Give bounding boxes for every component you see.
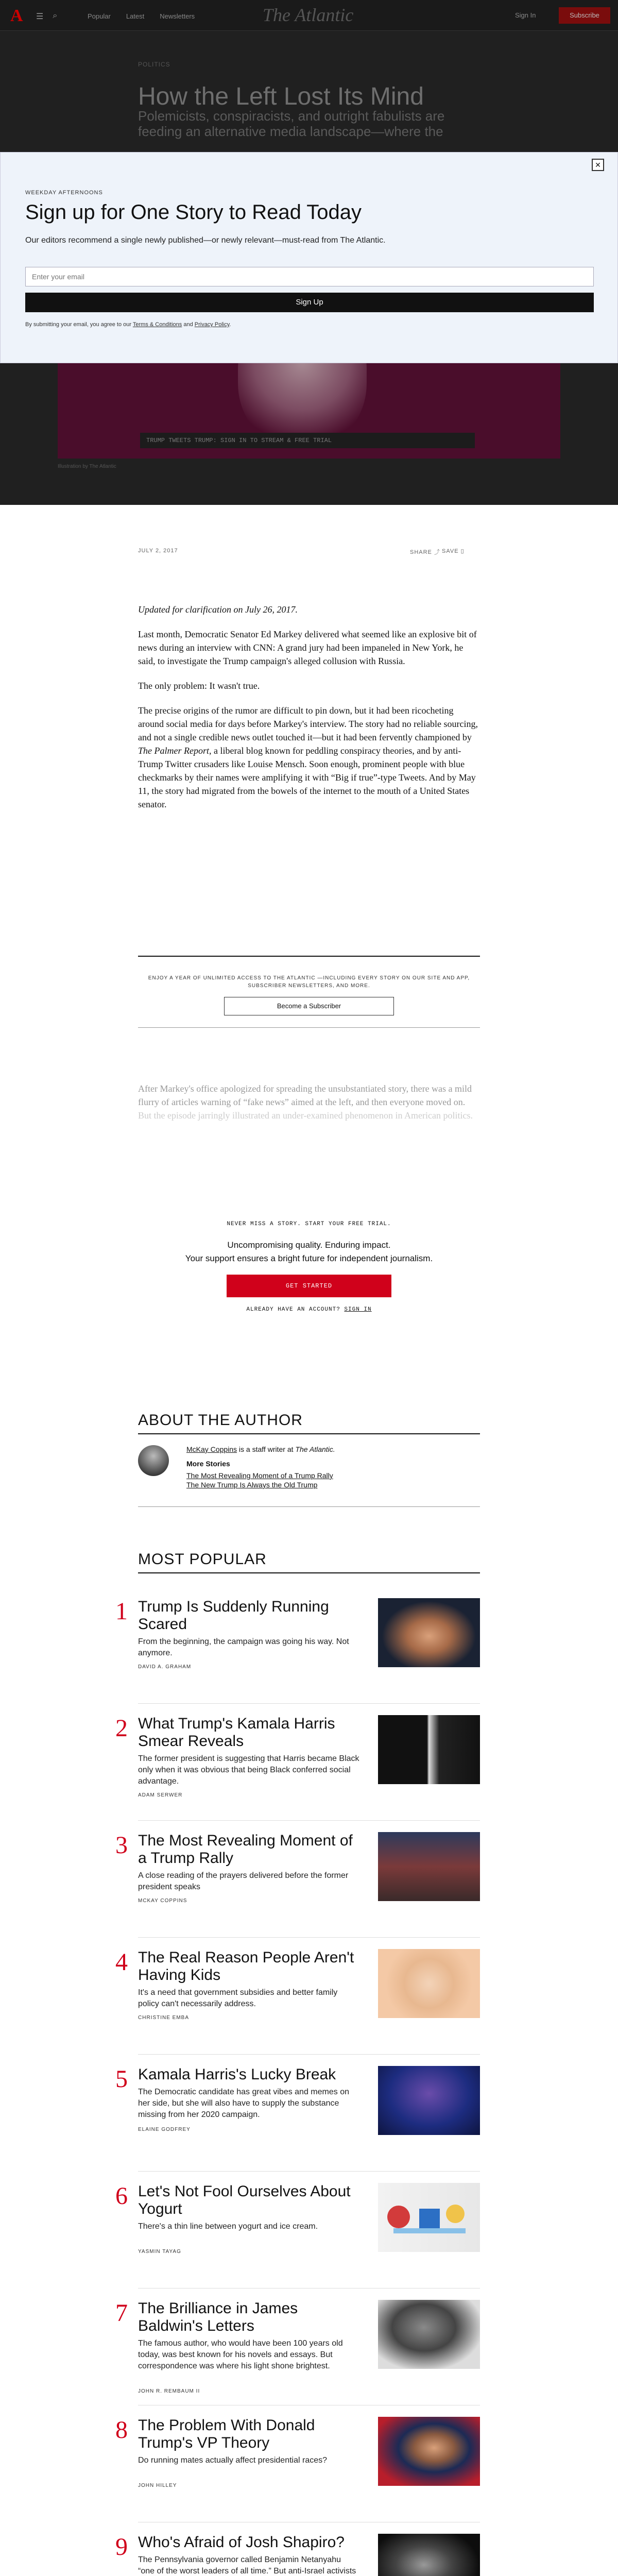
palmer-report: The Palmer Report <box>138 745 209 756</box>
newsletter-modal <box>0 152 618 363</box>
more-story-link[interactable]: The New Trump Is Always the Old Trump <box>186 1481 318 1489</box>
popular-author[interactable]: DAVID A. GRAHAM <box>138 1664 192 1670</box>
nav-link-newsletters[interactable]: Newsletters <box>160 12 195 20</box>
share-label: SHARE <box>410 549 432 555</box>
nav-links <box>88 12 195 20</box>
save-label: SAVE <box>442 548 459 554</box>
popular-dek: The Pennsylvania governor called Benjamin Netanyahu “one of the worst leaders of all time.” But anti-Israel activists <box>138 2555 356 2575</box>
more-stories-list <box>186 1471 333 1489</box>
save-button[interactable] <box>442 548 465 554</box>
popular-rank: 8 <box>115 2416 128 2444</box>
popular-dek: It's a need that government subsidies and better family policy can't necessarily address. <box>138 1988 338 2008</box>
popular-item[interactable] <box>115 1587 480 1704</box>
modal-eyebrow: WEEKDAY AFTERNOONS <box>25 190 103 196</box>
popular-dek: The Democratic candidate has great vibes and memes on her side, but she will also have to supply the substance missing from her 2020 campaign. <box>138 2088 349 2119</box>
popular-author[interactable]: MCKAY COPPINS <box>138 1898 187 1904</box>
popular-thumbnail[interactable] <box>378 2066 480 2135</box>
popular-title[interactable]: What Trump's Kamala Harris Smear Reveals <box>138 1715 335 1750</box>
faded-text-1: After Markey's office apologized for spreading the unsubstantiated story, there was a mild flurry of articles warning of “fake news” aimed at the left, and then everyone moved on. <box>138 1083 472 1107</box>
author-bio-text: is a staff writer at <box>237 1445 296 1453</box>
paragraph-3 <box>138 704 480 811</box>
popular-author[interactable]: ADAM SERWER <box>138 1792 183 1798</box>
nav-link-latest[interactable]: Latest <box>126 12 145 20</box>
popular-rank: 7 <box>115 2299 128 2327</box>
popular-item[interactable] <box>115 2289 480 2405</box>
popular-author[interactable]: JOHN R. REMBAUM II <box>138 2388 200 2394</box>
update-note: Updated for clarification on July 26, 2017. <box>138 604 298 615</box>
subscribe-promo <box>138 956 480 1028</box>
most-popular-list <box>115 1587 480 2576</box>
modal-legal-and: and <box>182 321 195 328</box>
more-stories-label: More Stories <box>186 1460 230 1468</box>
more-story-link[interactable]: The Most Revealing Moment of a Trump Rally <box>186 1471 333 1480</box>
modal-legal-text: By submitting your email, you agree to our <box>25 321 133 328</box>
article-body <box>138 603 480 822</box>
popular-item[interactable] <box>115 2405 480 2522</box>
modal-email-input[interactable] <box>25 267 594 286</box>
get-started-button[interactable]: GET STARTED <box>227 1275 391 1297</box>
popular-thumbnail[interactable] <box>378 2534 480 2576</box>
popular-item[interactable] <box>115 2172 480 2289</box>
already-text: ALREADY HAVE AN ACCOUNT? <box>246 1307 345 1313</box>
popular-title[interactable]: Kamala Harris's Lucky Break <box>138 2066 336 2083</box>
paywall-sign-in-link[interactable]: SIGN IN <box>344 1307 372 1313</box>
paywall-line-2: Your support ensures a bright future for independent journalism. <box>185 1253 433 1263</box>
faded-paragraph <box>138 1082 480 1122</box>
popular-dek: There's a thin line between yogurt and ice cream. <box>138 2222 318 2231</box>
popular-author[interactable]: CHRISTINE EMBA <box>138 2015 190 2021</box>
popular-rank: 2 <box>115 1715 128 1742</box>
illustration-credit: Illustration by The Atlantic <box>58 464 116 469</box>
paragraph-2: The only problem: It wasn't true. <box>138 681 260 691</box>
promo-text: ENJOY A YEAR OF UNLIMITED ACCESS TO THE ATLANTIC —INCLUDING EVERY STORY ON OUR SITE AND APP, SUBSCRIBER NEWSLETTERS, AND MORE. <box>148 975 470 989</box>
article-dek: Polemicists, conspiracists, and outright fabulists are feeding an alternative media landscape—where the <box>138 108 445 139</box>
popular-dek: Do running mates actually affect presidential races? <box>138 2456 328 2465</box>
popular-title[interactable]: Trump Is Suddenly Running Scared <box>138 1598 329 1633</box>
atlantic-logo[interactable]: A <box>10 6 23 25</box>
nav-icons <box>36 11 57 22</box>
popular-title[interactable]: The Brilliance in James Baldwin's Letters <box>138 2300 298 2334</box>
yogurt-illustration <box>378 2183 480 2252</box>
modal-legal-end: . <box>229 321 231 328</box>
modal-description: Our editors recommend a single newly published—or newly relevant—must-read from The Atlantic. <box>25 236 386 245</box>
popular-title[interactable]: Who's Afraid of Josh Shapiro? <box>138 2534 345 2551</box>
popular-author[interactable]: JOHN HILLEY <box>138 2483 177 2488</box>
nav-link-popular[interactable]: Popular <box>88 12 111 20</box>
popular-rank: 4 <box>115 1948 128 1976</box>
popular-dek: From the beginning, the campaign was going his way. Not anymore. <box>138 1637 349 1657</box>
popular-thumbnail[interactable] <box>378 1832 480 1901</box>
author-name-link[interactable]: McKay Coppins <box>186 1445 237 1453</box>
paywall-tagline <box>138 1239 480 1265</box>
popular-rank: 5 <box>115 2065 128 2093</box>
subscribe-button[interactable]: Subscribe <box>559 7 610 24</box>
terms-link[interactable]: Terms & Conditions <box>132 321 182 328</box>
popular-dek: The former president is suggesting that Harris became Black only when it was obvious that being Black conferred social advantage. <box>138 1754 359 1786</box>
popular-rank: 3 <box>115 1832 128 1859</box>
popular-title[interactable]: The Problem With Donald Trump's VP Theory <box>138 2417 315 2451</box>
most-popular-heading: MOST POPULAR <box>138 1551 480 1573</box>
menu-icon[interactable]: ☰ <box>36 12 44 21</box>
bookmark-icon: ▯ <box>460 548 465 554</box>
about-author-heading: ABOUT THE AUTHOR <box>138 1412 480 1434</box>
share-icon: ⤴ <box>434 549 440 555</box>
share-button[interactable] <box>410 548 440 556</box>
paywall <box>138 1221 480 1313</box>
illustration-ticker: TRUMP TWEETS TRUMP: SIGN IN TO STREAM & FREE TRIAL <box>140 433 475 448</box>
author-bio <box>186 1445 335 1453</box>
top-navigation <box>0 0 618 31</box>
faded-text-2: But the episode jarringly illustrated an under-examined phenomenon in American politics. <box>138 1110 473 1121</box>
modal-title: Sign up for One Story to Read Today <box>25 201 362 224</box>
popular-thumbnail[interactable] <box>378 1715 480 1784</box>
popular-thumbnail[interactable] <box>378 1949 480 2018</box>
privacy-link[interactable]: Privacy Policy <box>194 321 230 328</box>
search-icon[interactable]: ⌕ <box>53 11 58 20</box>
paywall-eyebrow: NEVER MISS A STORY. START YOUR FREE TRIAL. <box>227 1221 391 1227</box>
author-avatar[interactable] <box>138 1445 169 1476</box>
popular-title[interactable]: Let's Not Fool Ourselves About Yogurt <box>138 2183 351 2217</box>
popular-thumbnail[interactable] <box>378 2183 480 2252</box>
article-title: How the Left Lost Its Mind <box>138 83 424 110</box>
paragraph-3-b: , a liberal blog known for peddling conspiracy theories, and by anti-Trump Twitter crusaders like Louise Mensch. Soon enough, prominent people with blue checkmarks by their names were amplifying it with “Big if true”-type Tweets. And by May 11, the story had migrated from the bowels of the internet to the mouth of a United States senator. <box>138 745 476 809</box>
modal-signup-button[interactable]: Sign Up <box>25 293 594 312</box>
popular-item[interactable] <box>115 2055 480 2172</box>
section-eyebrow[interactable]: POLITICS <box>138 61 170 68</box>
popular-author[interactable]: YASMIN TAYAG <box>138 2249 181 2255</box>
brand-wordmark[interactable]: The Atlantic <box>263 5 354 25</box>
popular-rank: 1 <box>115 1598 128 1625</box>
popular-item[interactable] <box>115 1821 480 1938</box>
popular-author[interactable]: ELAINE GODFREY <box>138 2127 191 2132</box>
publish-date: JULY 2, 2017 <box>138 548 178 554</box>
author-publication: The Atlantic. <box>295 1445 335 1453</box>
already-account <box>138 1307 480 1313</box>
popular-title[interactable]: The Real Reason People Aren't Having Kids <box>138 1949 354 1984</box>
popular-item[interactable] <box>115 1938 480 2055</box>
popular-item[interactable] <box>115 2522 480 2576</box>
paywall-line-1: Uncompromising quality. Enduring impact. <box>227 1240 391 1250</box>
popular-title[interactable]: The Most Revealing Moment of a Trump Rally <box>138 1832 353 1867</box>
popular-item[interactable] <box>115 1704 480 1821</box>
author-box <box>138 1440 480 1507</box>
modal-legal <box>25 321 231 328</box>
popular-rank: 9 <box>115 2533 128 2561</box>
popular-thumbnail[interactable] <box>378 1598 480 1667</box>
popular-rank: 6 <box>115 2182 128 2210</box>
popular-thumbnail[interactable] <box>378 2417 480 2486</box>
sign-in-link[interactable]: Sign In <box>515 11 536 19</box>
become-subscriber-button[interactable]: Become a Subscriber <box>224 997 394 1015</box>
popular-thumbnail[interactable] <box>378 2300 480 2369</box>
paragraph-3-a: The precise origins of the rumor are difficult to pin down, but it had been ricocheting around social media for days before Markey's interview. The story had no reliable sourcing, and not a single credible news outlet touched it—but it had been fervently championed by <box>138 705 478 742</box>
popular-dek: The famous author, who would have been 100 years old today, was best known for his novels and essays. But correspondence was where his light shone brightest. <box>138 2339 343 2370</box>
popular-dek: A close reading of the prayers delivered before the former president speaks <box>138 1871 349 1891</box>
close-icon[interactable]: ✕ <box>592 159 604 171</box>
paragraph-1: Last month, Democratic Senator Ed Markey delivered what seemed like an explosive bit of news during an interview with CNN: A grand jury had been impaneled in New York, he said, to investigate the Trump campaign's alleged collusion with Russia. <box>138 629 477 666</box>
